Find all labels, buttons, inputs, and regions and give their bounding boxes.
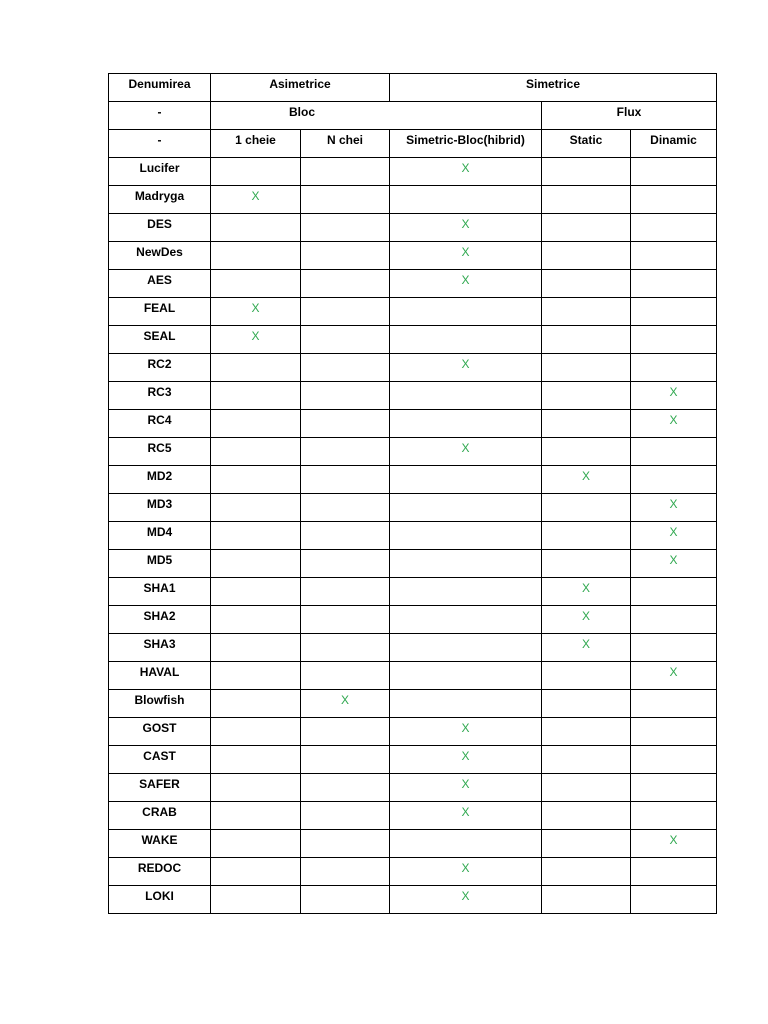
- check-mark: X: [669, 385, 678, 399]
- cell-1-cheie: [211, 522, 301, 550]
- table-row: [109, 186, 717, 214]
- table-row: [109, 242, 717, 270]
- cell-simetric-bloc-hibrid: [390, 326, 542, 354]
- cell-static: [542, 858, 631, 886]
- cell-1-cheie: [211, 858, 301, 886]
- table-row: [109, 410, 717, 438]
- cipher-name: SHA1: [109, 578, 211, 606]
- check-mark: X: [669, 553, 678, 567]
- table-row: [109, 830, 717, 858]
- cell-1-cheie: [211, 830, 301, 858]
- check-mark: X: [669, 497, 678, 511]
- check-mark: X: [461, 161, 470, 175]
- cell-1-cheie: [211, 886, 301, 914]
- check-mark: X: [251, 301, 260, 315]
- cell-n-chei: [301, 158, 390, 186]
- cell-static: [542, 774, 631, 802]
- check-mark: X: [251, 189, 260, 203]
- cell-n-chei: [301, 298, 390, 326]
- cell-n-chei: [301, 606, 390, 634]
- table-row: [109, 718, 717, 746]
- cell-static: [542, 634, 631, 662]
- cell-static: [542, 522, 631, 550]
- cell-1-cheie: [211, 718, 301, 746]
- cell-static: [542, 298, 631, 326]
- cipher-name: MD3: [109, 494, 211, 522]
- check-mark: X: [461, 777, 470, 791]
- cipher-name: CAST: [109, 746, 211, 774]
- cell-dinamic: [631, 298, 717, 326]
- cell-static: [542, 186, 631, 214]
- check-mark: X: [461, 441, 470, 455]
- cell-dinamic: [631, 830, 717, 858]
- cell-simetric-bloc-hibrid: [390, 550, 542, 578]
- table-row: [109, 354, 717, 382]
- cell-simetric-bloc-hibrid: [390, 718, 542, 746]
- cipher-name: REDOC: [109, 858, 211, 886]
- check-mark: X: [581, 637, 590, 651]
- cell-static: [542, 466, 631, 494]
- cell-dinamic: [631, 606, 717, 634]
- cell-static: [542, 718, 631, 746]
- cell-dinamic: [631, 774, 717, 802]
- cell-simetric-bloc-hibrid: [390, 298, 542, 326]
- cell-simetric-bloc-hibrid: [390, 242, 542, 270]
- cipher-name: GOST: [109, 718, 211, 746]
- cell-dinamic: [631, 522, 717, 550]
- cell-1-cheie: [211, 354, 301, 382]
- cell-dinamic: [631, 718, 717, 746]
- cell-static: [542, 410, 631, 438]
- cipher-name: CRAB: [109, 802, 211, 830]
- check-mark: X: [461, 721, 470, 735]
- table-row: [109, 298, 717, 326]
- cell-n-chei: [301, 438, 390, 466]
- table-row: [109, 382, 717, 410]
- cell-n-chei: [301, 466, 390, 494]
- cell-n-chei: [301, 410, 390, 438]
- cell-simetric-bloc-hibrid: [390, 886, 542, 914]
- table-row: [109, 690, 717, 718]
- cell-dinamic: [631, 438, 717, 466]
- header-1-cheie: 1 cheie: [211, 130, 301, 158]
- header-row-1: [109, 74, 717, 102]
- table-row: [109, 214, 717, 242]
- cell-static: [542, 746, 631, 774]
- cell-1-cheie: [211, 186, 301, 214]
- cell-1-cheie: [211, 746, 301, 774]
- cell-n-chei: [301, 634, 390, 662]
- cipher-name: SHA2: [109, 606, 211, 634]
- check-mark: X: [669, 525, 678, 539]
- cell-dinamic: [631, 662, 717, 690]
- cell-static: [542, 494, 631, 522]
- cell-dinamic: [631, 858, 717, 886]
- check-mark: X: [669, 833, 678, 847]
- cell-dinamic: [631, 214, 717, 242]
- cipher-name: RC4: [109, 410, 211, 438]
- cell-simetric-bloc-hibrid: [390, 158, 542, 186]
- cell-simetric-bloc-hibrid: [390, 382, 542, 410]
- cell-dinamic: [631, 270, 717, 298]
- cipher-name: MD4: [109, 522, 211, 550]
- cipher-name: MD5: [109, 550, 211, 578]
- cell-n-chei: [301, 382, 390, 410]
- cell-simetric-bloc-hibrid: [390, 606, 542, 634]
- cell-n-chei: [301, 802, 390, 830]
- check-mark: X: [669, 413, 678, 427]
- cell-1-cheie: [211, 802, 301, 830]
- cell-simetric-bloc-hibrid: [390, 662, 542, 690]
- cell-1-cheie: [211, 214, 301, 242]
- cell-n-chei: [301, 270, 390, 298]
- check-mark: X: [581, 469, 590, 483]
- cell-simetric-bloc-hibrid: [390, 578, 542, 606]
- cell-static: [542, 830, 631, 858]
- cell-simetric-bloc-hibrid: [390, 354, 542, 382]
- check-mark: X: [581, 581, 590, 595]
- check-mark: X: [461, 749, 470, 763]
- cell-static: [542, 578, 631, 606]
- cipher-name: WAKE: [109, 830, 211, 858]
- check-mark: X: [581, 609, 590, 623]
- table-row: [109, 522, 717, 550]
- cipher-name: FEAL: [109, 298, 211, 326]
- cell-1-cheie: [211, 690, 301, 718]
- check-mark: X: [461, 861, 470, 875]
- cell-n-chei: [301, 186, 390, 214]
- cell-dinamic: [631, 382, 717, 410]
- cipher-name: AES: [109, 270, 211, 298]
- cell-simetric-bloc-hibrid: [390, 466, 542, 494]
- cell-n-chei: [301, 886, 390, 914]
- header-row2-dash: -: [109, 102, 211, 130]
- cell-n-chei: [301, 326, 390, 354]
- table-row: [109, 774, 717, 802]
- cell-simetric-bloc-hibrid: [390, 410, 542, 438]
- table-row: [109, 270, 717, 298]
- cipher-name: RC2: [109, 354, 211, 382]
- cipher-name: Madryga: [109, 186, 211, 214]
- cell-n-chei: [301, 662, 390, 690]
- cell-static: [542, 550, 631, 578]
- cell-n-chei: [301, 746, 390, 774]
- cell-1-cheie: [211, 634, 301, 662]
- check-mark: X: [461, 805, 470, 819]
- cipher-name: SHA3: [109, 634, 211, 662]
- cipher-name: SEAL: [109, 326, 211, 354]
- check-mark: X: [669, 665, 678, 679]
- table-row: [109, 746, 717, 774]
- cell-n-chei: [301, 690, 390, 718]
- cell-1-cheie: [211, 242, 301, 270]
- cell-1-cheie: [211, 326, 301, 354]
- table-row: [109, 886, 717, 914]
- header-asimetrice: Asimetrice: [211, 74, 390, 102]
- cell-simetric-bloc-hibrid: [390, 522, 542, 550]
- cell-1-cheie: [211, 298, 301, 326]
- cell-dinamic: [631, 354, 717, 382]
- table-row: [109, 578, 717, 606]
- cell-static: [542, 438, 631, 466]
- header-dinamic: Dinamic: [631, 130, 717, 158]
- cipher-name: SAFER: [109, 774, 211, 802]
- cell-n-chei: [301, 242, 390, 270]
- table-row: [109, 858, 717, 886]
- table-row: [109, 606, 717, 634]
- cell-n-chei: [301, 494, 390, 522]
- cell-static: [542, 214, 631, 242]
- check-mark: X: [340, 693, 349, 707]
- table-row: [109, 634, 717, 662]
- cell-n-chei: [301, 214, 390, 242]
- table-row: [109, 662, 717, 690]
- cipher-name: MD2: [109, 466, 211, 494]
- cell-dinamic: [631, 802, 717, 830]
- cell-dinamic: [631, 326, 717, 354]
- cell-simetric-bloc-hibrid: [390, 494, 542, 522]
- cell-static: [542, 326, 631, 354]
- header-bloc: Bloc: [288, 105, 315, 119]
- header-bloc-cell: [211, 102, 542, 130]
- header-n-chei: N chei: [301, 130, 390, 158]
- cell-dinamic: [631, 494, 717, 522]
- header-simetrice: Simetrice: [390, 74, 717, 102]
- cell-dinamic: [631, 634, 717, 662]
- check-mark: X: [461, 357, 470, 371]
- table-row: [109, 326, 717, 354]
- cipher-classification-table: [108, 73, 717, 914]
- cell-simetric-bloc-hibrid: [390, 214, 542, 242]
- table-row: [109, 466, 717, 494]
- cipher-name: LOKI: [109, 886, 211, 914]
- cell-1-cheie: [211, 494, 301, 522]
- cell-simetric-bloc-hibrid: [390, 746, 542, 774]
- cell-static: [542, 382, 631, 410]
- cell-dinamic: [631, 690, 717, 718]
- cell-n-chei: [301, 718, 390, 746]
- cipher-name: NewDes: [109, 242, 211, 270]
- cell-dinamic: [631, 746, 717, 774]
- cell-dinamic: [631, 158, 717, 186]
- cell-static: [542, 270, 631, 298]
- cell-dinamic: [631, 578, 717, 606]
- cell-1-cheie: [211, 270, 301, 298]
- table-row: [109, 438, 717, 466]
- check-mark: X: [461, 217, 470, 231]
- cell-dinamic: [631, 410, 717, 438]
- cell-1-cheie: [211, 158, 301, 186]
- table-row: [109, 802, 717, 830]
- cell-1-cheie: [211, 550, 301, 578]
- cipher-name: HAVAL: [109, 662, 211, 690]
- cell-dinamic: [631, 550, 717, 578]
- check-mark: X: [461, 273, 470, 287]
- header-row3-dash: -: [109, 130, 211, 158]
- cell-n-chei: [301, 578, 390, 606]
- cell-static: [542, 158, 631, 186]
- cell-dinamic: [631, 466, 717, 494]
- cipher-name: RC3: [109, 382, 211, 410]
- cell-simetric-bloc-hibrid: [390, 774, 542, 802]
- header-flux: Flux: [542, 102, 717, 130]
- cell-n-chei: [301, 858, 390, 886]
- cell-static: [542, 690, 631, 718]
- cipher-name: Lucifer: [109, 158, 211, 186]
- table-body: [109, 158, 717, 914]
- cell-simetric-bloc-hibrid: [390, 858, 542, 886]
- cell-1-cheie: [211, 606, 301, 634]
- table-row: [109, 494, 717, 522]
- check-mark: X: [461, 245, 470, 259]
- cell-simetric-bloc-hibrid: [390, 830, 542, 858]
- header-row-3: [109, 130, 717, 158]
- cell-1-cheie: [211, 438, 301, 466]
- table-row: [109, 550, 717, 578]
- cell-1-cheie: [211, 662, 301, 690]
- cell-simetric-bloc-hibrid: [390, 690, 542, 718]
- cell-1-cheie: [211, 382, 301, 410]
- cell-simetric-bloc-hibrid: [390, 634, 542, 662]
- cell-n-chei: [301, 550, 390, 578]
- table-row: [109, 158, 717, 186]
- cell-n-chei: [301, 522, 390, 550]
- header-denumirea: Denumirea: [109, 74, 211, 102]
- cell-1-cheie: [211, 578, 301, 606]
- header-row-2: [109, 102, 717, 130]
- cell-1-cheie: [211, 774, 301, 802]
- header-simetric-bloc-hibrid: Simetric-Bloc(hibrid): [390, 130, 542, 158]
- cell-1-cheie: [211, 466, 301, 494]
- cell-1-cheie: [211, 410, 301, 438]
- cell-static: [542, 242, 631, 270]
- check-mark: X: [251, 329, 260, 343]
- cell-dinamic: [631, 242, 717, 270]
- cell-n-chei: [301, 830, 390, 858]
- cell-static: [542, 662, 631, 690]
- cell-dinamic: [631, 186, 717, 214]
- cipher-name: DES: [109, 214, 211, 242]
- cell-static: [542, 606, 631, 634]
- cell-dinamic: [631, 886, 717, 914]
- cell-simetric-bloc-hibrid: [390, 802, 542, 830]
- cell-static: [542, 886, 631, 914]
- cell-static: [542, 354, 631, 382]
- cipher-name: Blowfish: [109, 690, 211, 718]
- cell-static: [542, 802, 631, 830]
- cipher-name: RC5: [109, 438, 211, 466]
- cell-simetric-bloc-hibrid: [390, 186, 542, 214]
- cell-simetric-bloc-hibrid: [390, 270, 542, 298]
- cell-simetric-bloc-hibrid: [390, 438, 542, 466]
- cell-n-chei: [301, 354, 390, 382]
- check-mark: X: [461, 889, 470, 903]
- cell-n-chei: [301, 774, 390, 802]
- header-static: Static: [542, 130, 631, 158]
